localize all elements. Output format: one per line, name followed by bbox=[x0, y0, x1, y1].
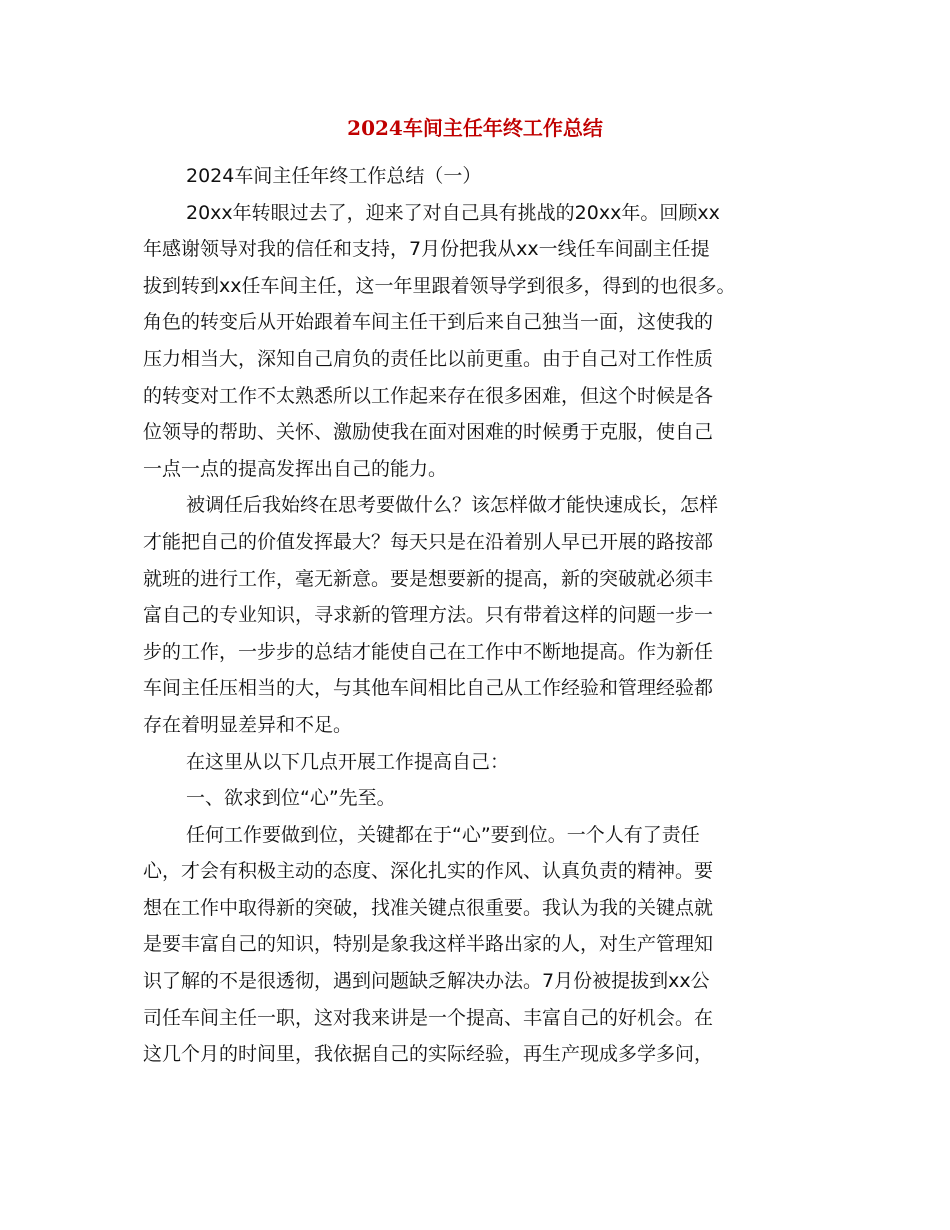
paragraph-line: 才能把自己的价值发挥最大？每天只是在沿着别人早已开展的路按部 bbox=[143, 530, 714, 553]
document-title: 2024车间主任年终工作总结 bbox=[347, 116, 603, 140]
paragraph-line: 车间主任压相当的大，与其他车间相比自己从工作经验和管理经验都 bbox=[143, 677, 714, 700]
paragraph-line: 想在工作中取得新的突破，找准关键点很重要。我认为我的关键点就 bbox=[143, 896, 714, 919]
section-heading: 2024车间主任年终工作总结（一） bbox=[186, 165, 482, 187]
document-body bbox=[143, 158, 823, 1073]
paragraph-line: 位领导的帮助、关怀、激励使我在面对困难的时候勇于克服，使自己 bbox=[143, 421, 714, 444]
paragraph-line: 步的工作，一步步的总结才能使自己在工作中不断地提高。作为新任 bbox=[143, 640, 714, 663]
paragraph-line: 存在着明显差异和不足。 bbox=[143, 713, 353, 736]
paragraph-line: 的转变对工作不太熟悉所以工作起来存在很多困难，但这个时候是各 bbox=[143, 384, 714, 407]
paragraph-line: 在这里从以下几点开展工作提高自己： bbox=[186, 750, 510, 773]
paragraph-line: 压力相当大，深知自己肩负的责任比以前更重。由于自己对工作性质 bbox=[143, 347, 714, 370]
paragraph-line: 20xx年转眼过去了，迎来了对自己具有挑战的20xx年。回顾xx bbox=[186, 201, 720, 224]
paragraph-line: 这几个月的时间里，我依据自己的实际经验，再生产现成多学多问， bbox=[143, 1043, 714, 1066]
paragraph-line: 就班的进行工作，毫无新意。要是想要新的提高，新的突破就必须丰 bbox=[143, 567, 714, 590]
paragraph-line: 心，才会有积极主动的态度、深化扎实的作风、认真负责的精神。要 bbox=[143, 860, 714, 883]
paragraph-line: 富自己的专业知识，寻求新的管理方法。只有带着这样的问题一步一 bbox=[143, 604, 714, 627]
paragraph-line: 是要丰富自己的知识，特别是象我这样半路出家的人，对生产管理知 bbox=[143, 933, 714, 956]
paragraph-line: 被调任后我始终在思考要做什么？该怎样做才能快速成长，怎样 bbox=[186, 494, 719, 517]
paragraph-line: 一点一点的提高发挥出自己的能力。 bbox=[143, 457, 448, 480]
paragraph-line: 识了解的不是很透彻，遇到问题缺乏解决办法。7月份被提拔到xx公 bbox=[143, 970, 710, 993]
paragraph-line: 司任车间主任一职，这对我来讲是一个提高、丰富自己的好机会。在 bbox=[143, 1006, 714, 1029]
paragraph-line: 拔到转到xx任车间主任，这一年里跟着领导学到很多，得到的也很多。 bbox=[143, 274, 736, 297]
subheading: 一、欲求到位“心”先至。 bbox=[186, 787, 396, 810]
paragraph-line: 年感谢领导对我的信任和支持，7月份把我从xx一线任车间副主任提 bbox=[143, 238, 710, 261]
paragraph-line: 任何工作要做到位，关键都在于“心”要到位。一个人有了责任 bbox=[186, 823, 700, 846]
paragraph-line: 角色的转变后从开始跟着车间主任干到后来自己独当一面，这使我的 bbox=[143, 311, 714, 334]
